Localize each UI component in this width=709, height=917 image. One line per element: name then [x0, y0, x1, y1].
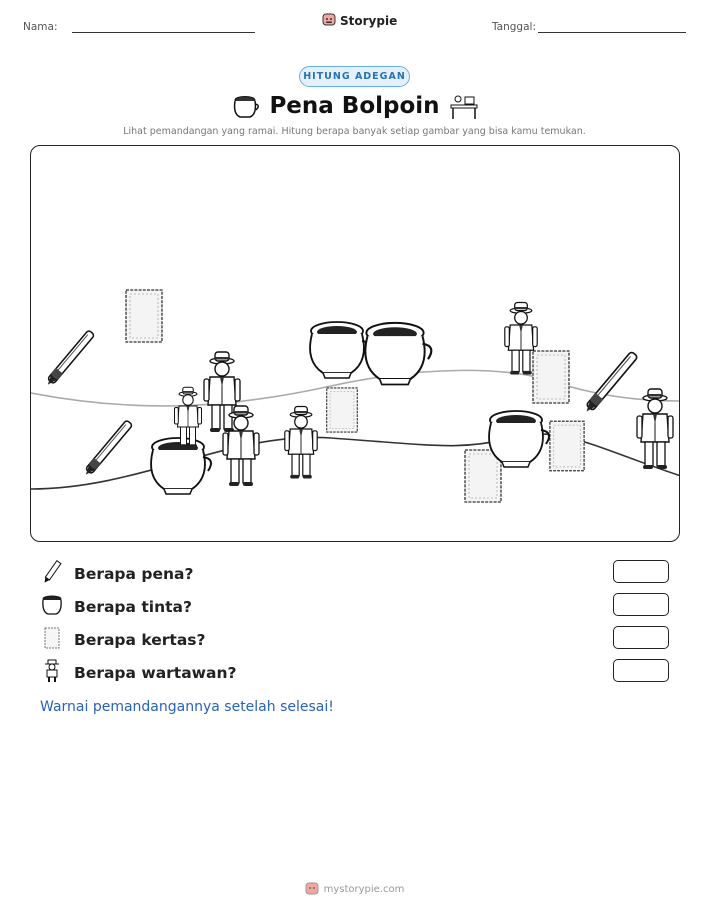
paper-4 [550, 421, 584, 470]
instructions: Lihat pemandangan yang ramai. Hitung berapa banyak setiap gambar yang bisa kamu temukan. [123, 126, 586, 137]
reporter-5 [505, 303, 537, 375]
storypie-mascot-icon [305, 881, 319, 898]
question-row-reporter [40, 660, 236, 686]
question-text: Berapa pena? [74, 565, 194, 583]
answer-box-ink[interactable] [613, 593, 669, 616]
ink-pot-1 [310, 322, 370, 378]
reporter-icon [40, 659, 64, 687]
answer-box-pen[interactable] [613, 560, 669, 583]
question-text: Berapa wartawan? [74, 664, 237, 682]
site-footer [0, 881, 709, 898]
page-title: Pena Bolpoin [269, 93, 440, 119]
coloring-note: Warnai pemandangannya setelah selesai! [40, 699, 334, 715]
paper-5 [465, 450, 501, 502]
date-label: Tanggal: [492, 21, 536, 33]
site-url[interactable]: mystorypie.com [323, 884, 405, 895]
question-text: Berapa tinta? [74, 598, 192, 616]
question-row-pen [40, 561, 193, 587]
name-field[interactable] [72, 32, 255, 33]
answer-box-reporter[interactable] [613, 659, 669, 682]
pen-3 [583, 351, 639, 415]
paper-1 [126, 290, 162, 342]
brand-logo [322, 12, 397, 29]
brand-name: Storypie [340, 13, 398, 28]
paper-icon [40, 626, 64, 654]
storypie-mascot-icon [322, 12, 336, 29]
pen-1 [44, 330, 95, 388]
question-text: Berapa kertas? [74, 631, 206, 649]
pen-2 [82, 420, 133, 478]
reporter-4 [285, 407, 317, 479]
name-label: Nama: [23, 21, 58, 33]
question-row-ink [40, 594, 192, 620]
reporter-desk-icon [449, 94, 479, 124]
activity-badge: HITUNG ADEGAN [299, 66, 410, 87]
paper-3 [533, 351, 569, 403]
ink-pot-3 [489, 411, 549, 467]
paper-2 [327, 388, 358, 432]
scene-illustration [31, 146, 680, 542]
answer-box-paper[interactable] [613, 626, 669, 649]
date-field[interactable] [538, 32, 686, 33]
question-row-paper [40, 627, 206, 653]
ink-pot-icon [40, 593, 64, 621]
ink-pot-2 [365, 323, 431, 385]
pen-icon [40, 559, 64, 589]
counting-scene[interactable] [30, 145, 680, 542]
